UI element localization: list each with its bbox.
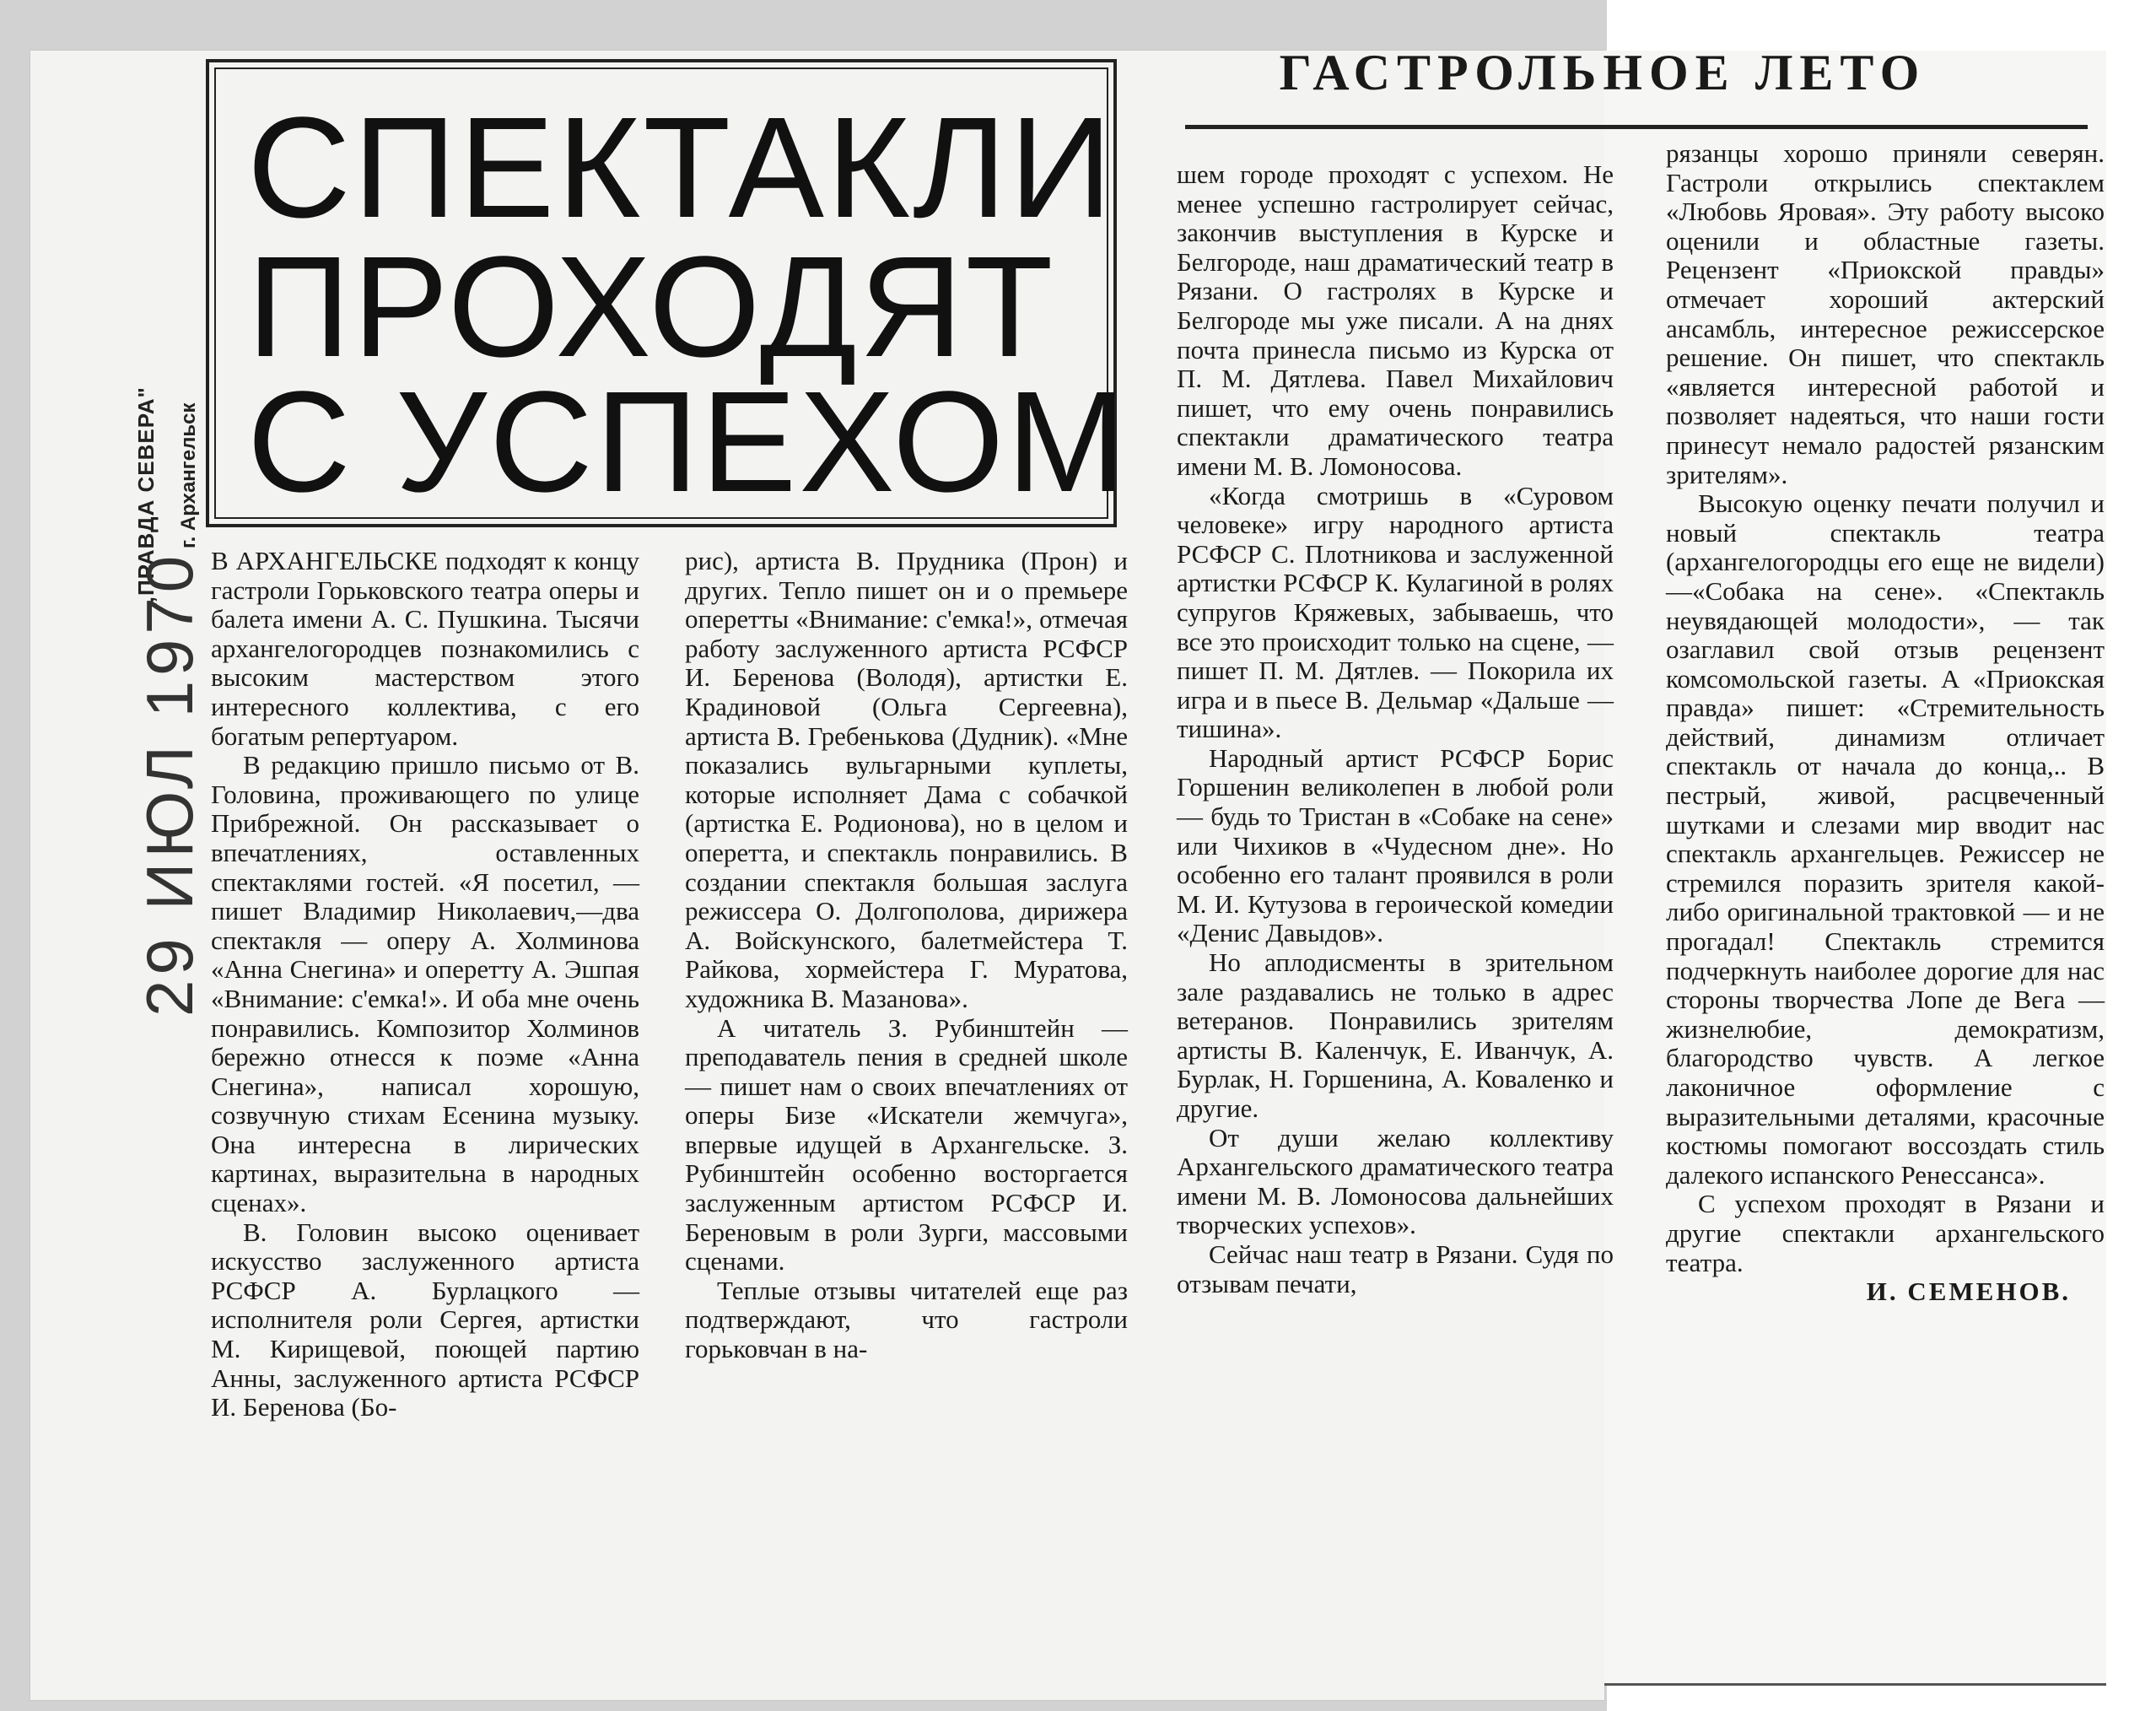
article-column-4	[1666, 139, 2105, 1307]
paragraph: В редакцию пришло письмо от В. Головина, проживающего по улице Прибрежной. Он рассказывает о впечатлениях, оставленных спектаклями гостей. «Я посетил, — пишет Владимир Николаевич,—два спектакля — оперу А. Холминова «Анна Снегина» и оперетту А. Эшпая «Внимание: с'емка!». И оба мне очень понравились. Композитор Холминов бережно отнесся к поэме «Анна Снегина», написал хорошую, созвучную стихам Есенина музыку. Она интересна в лирических картинах, выразительна в народных сценах».	[211, 750, 639, 1218]
paragraph: С успехом проходят в Рязани и другие спектакли архангельского театра.	[1666, 1189, 2105, 1277]
article-column-2	[685, 547, 1128, 1364]
paragraph: От души желаю коллективу Архангельского драматического театра имени М. В. Ломоносова дальнейших творческих успехов».	[1177, 1122, 1614, 1240]
paragraph: Теплые отзывы читателей еще раз подтверждают, что гастроли горьковчан в на-	[685, 1275, 1128, 1364]
paragraph: Сейчас наш театр в Рязани. Судя по отзывам печати,	[1177, 1239, 1614, 1298]
author-signature: И. СЕМЕНОВ.	[1866, 1277, 2071, 1307]
headline-line-3: С УСПЕХОМ	[247, 362, 1129, 522]
headline-box	[206, 59, 1129, 527]
paragraph: Высокую оценку печати получил и новый спектакль театра (архангелогородцы его еще не видели)—«Собака на сене». «Спектакль неувядающей молодости», — так озаглавил свой отзыв рецензент комсомольской газеты. А «Приокская правда» пишет: «Стремительность действий, динамизм отличает спектакль от начала до конца,.. В пестрый, живой, расцвеченный шутками и слезами мир вводит нас спектакль архангельцев. Режиссер не стремился поразить зрителя какой-либо оригинальной трактовкой — и не прогадал! Спектакль стремится подчеркнуть наиболее дорогие для нас стороны творчества Лопе де Вега — жизнелюбие, демократизм, благородство чувств. А легкое лаконичное оформление с выразительными деталями, красочные костюмы помогают воссоздать стиль далекого испанского Ренессанса».	[1666, 488, 2105, 1190]
rubric-rule	[1185, 125, 2088, 129]
paragraph: шем городе проходят с успехом. Не менее успешно гастролирует сейчас, закончив выступления в Курске и Белгороде, наш драматический театр в Рязани. О гастролях в Курске и Белгороде мы уже писали. А на днях почта принесла письмо из Курска от П. М. Дятлева. Павел Михайлович пишет, что ему очень понравились спектакли драматического театра имени М. В. Ломоносова.	[1177, 159, 1614, 481]
date-stamp: 29 ИЮЛ 1970	[132, 550, 207, 1017]
paragraph: В АРХАНГЕЛЬСКЕ подходят к концу гастроли Горьковского театра оперы и балета имени А. С. Пушкина. Тысячи архангелогородцев познакомились с высоким мастерством этого интересного коллектива, с его богатым репертуаром.	[211, 546, 639, 751]
article-column-3	[1177, 160, 1614, 1298]
rubric-title: ГАСТРОЛЬНОЕ ЛЕТО	[1279, 45, 1927, 100]
article-column-1	[211, 547, 639, 1422]
paragraph: рис), артиста В. Прудника (Прон) и других. Тепло пишет он и о премьере оперетты «Внимание: с'емка!», отмечая работу заслуженного артиста РСФСР И. Беренова (Володя), артистки Е. Крадиновой (Ольга Сергеевна), артиста В. Гребенькова (Дудник). «Мне показались вульгарными куплеты, которые исполняет Дама с собачкой (артистка Е. Родионова), но в целом и оперетта, и спектакль понравились. В создании спектакля большая заслуга режиссера О. Долгополова, дирижера А. Войскунского, балетмейстера Т. Райкова, хормейстера Г. Муратова, художника В. Мазанова».	[685, 546, 1128, 1013]
paragraph: Народный артист РСФСР Борис Горшенин великолепен в любой роли — будь то Тристан в «Собаке на сене» или Чихиков в «Чудесном дне». Но особенно его талант проявился в роли М. И. Кутузова в героической комедии «Денис Давыдов».	[1177, 742, 1614, 948]
paragraph: Но аплодисменты в зрительном зале раздавались не только в адрес ветеранов. Понравились зрителям артисты В. Каленчук, Е. Иванчук, А. Бурлак, Н. Горшенина, А. Коваленко и другие.	[1177, 947, 1614, 1123]
paragraph: «Когда смотришь в «Суровом человеке» игру народного артиста РСФСР С. Плотникова и заслуженной артистки РСФСР К. Кулагиной в ролях супругов Кряжевых, забываешь, что все это происходит только на сцене, — пишет П. М. Дятлев. — Покорила их игра и в пьесе В. Дельмар «Дальше — тишина».	[1177, 480, 1614, 744]
city-stamp: г. Архангельск	[177, 402, 200, 548]
source-stamp: „ПРАВДА СЕВЕРА"	[133, 386, 159, 607]
paragraph: В. Головин высоко оценивает искусство заслуженного артиста РСФСР А. Бурлацкого — исполнителя роли Сергея, артистки М. Кирищевой, поющей партию Анны, заслуженного артиста РСФСР И. Беренова (Бо-	[211, 1217, 639, 1422]
paragraph: А читатель З. Рубинштейн — преподаватель пения в средней школе — пишет нам о своих впечатлениях от оперы Бизе «Искатели жемчуга», впервые идущей в Архангельске. З. Рубинштейн особенно восторгается заслуженным артистом РСФСР И. Береновым в роли Зурги, массовыми сценами.	[685, 1012, 1128, 1277]
paragraph: рязанцы хорошо приняли северян. Гастроли открылись спектаклем «Любовь Яровая». Эту работу высоко оценили и областные газеты. Рецензент «Приокской правды» отмечает хороший актерский ансамбль, интересное режиссерское решение. Он пишет, что спектакль «является интересной работой и позволяет надеяться, что наши гости принесут немало радостей рязанским зрителям».	[1666, 138, 2105, 489]
headline-line-1: СПЕКТАКЛИ	[247, 88, 1115, 248]
headline-line-2: ПРОХОДЯТ	[247, 227, 1056, 387]
